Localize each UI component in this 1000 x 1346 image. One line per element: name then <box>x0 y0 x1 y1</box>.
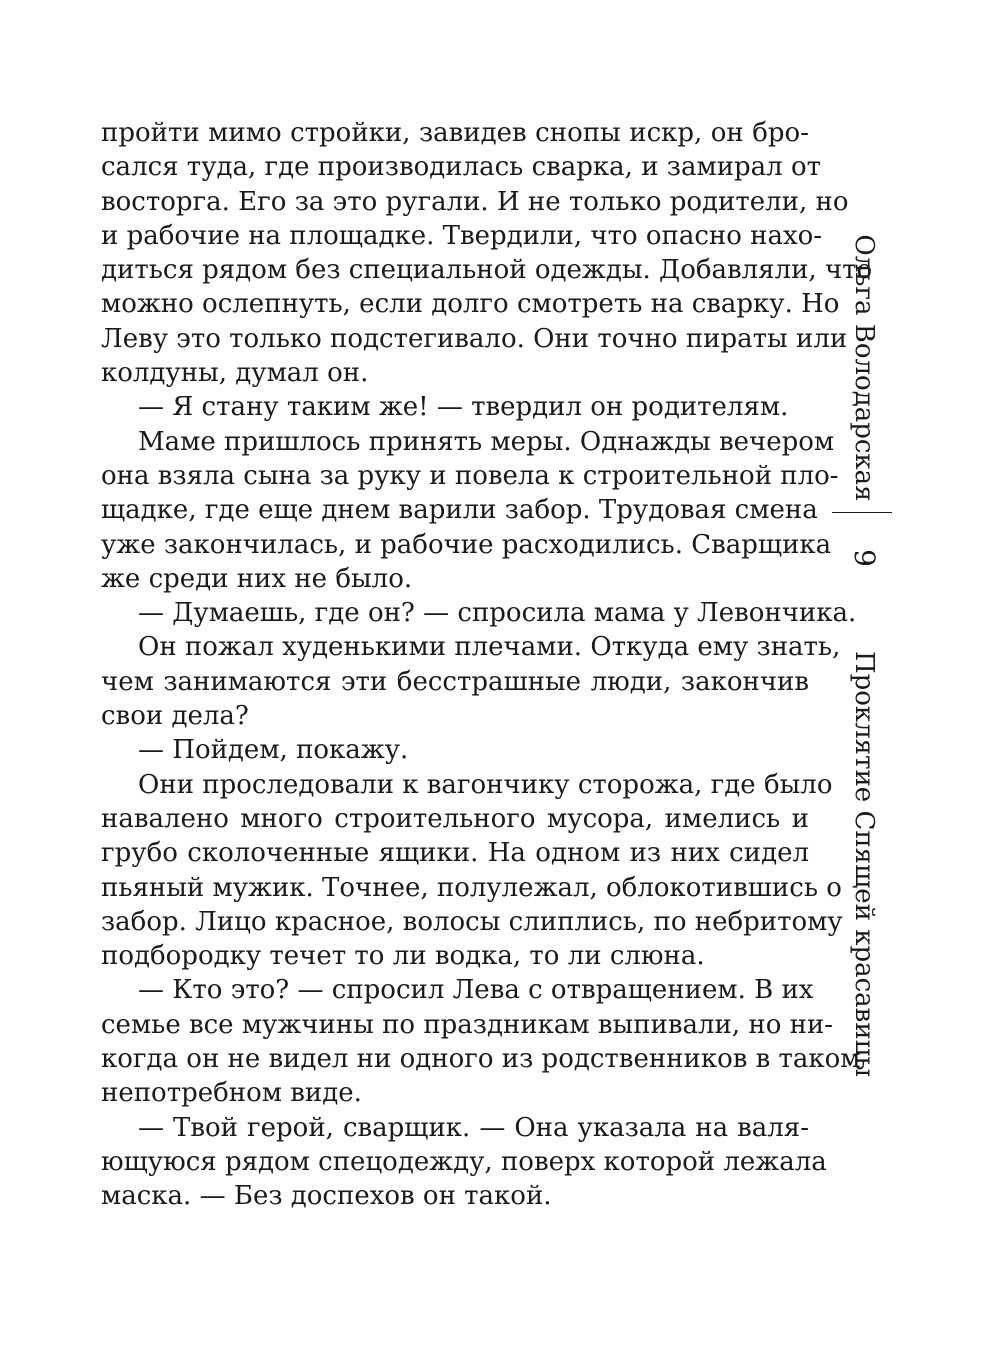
text-line: колдуны, думал он. <box>101 358 369 389</box>
text-line: свои дела? <box>101 701 249 732</box>
text-line: уже закончилась, и рабочие расходились. Сварщика <box>101 529 832 560</box>
running-head-author: Ольга Володарская <box>849 234 879 502</box>
text-line: семье все мужчины по праздникам выпивали, но ни- <box>101 1009 834 1040</box>
text-line: щадке, где еще днем варили забор. Трудовая смена <box>101 495 818 526</box>
text-line: маска. — Без доспехов он такой. <box>101 1181 552 1212</box>
text-line: же среди них не было. <box>101 563 413 594</box>
text-line: когда он не видел ни одного из родственников в таком <box>101 1044 861 1075</box>
text-line: — Кто это? — спросил Лева с отвращением. В их <box>138 975 814 1006</box>
text-line: она взяла сына за руку и повела к строительной пло- <box>101 460 839 491</box>
text-line: диться рядом без специальной одежды. Добавляли, что <box>101 255 873 286</box>
text-line: и рабочие на площадке. Твердили, что опасно нахо- <box>101 220 823 251</box>
text-line: подбородку течет то ли водка, то ли слюна. <box>101 941 705 972</box>
text-line: восторга. Его за это ругали. И не только родители, но <box>101 186 849 217</box>
text-line: забор. Лицо красное, волосы слиплись, по небритому <box>101 906 843 937</box>
text-line: Они проследовали к вагончику сторожа, где было <box>138 769 833 800</box>
text-line: можно ослепнуть, если долго смотреть на сварку. Но <box>101 289 840 320</box>
text-line: — Пойдем, покажу. <box>138 735 409 766</box>
text-line: грубо сколоченные ящики. На одном из них сидел <box>101 838 809 869</box>
text-line: Леву это только подстегивало. Они точно пираты или <box>101 323 848 354</box>
text-line: чем занимаются эти бесстрашные люди, закончив <box>101 666 809 697</box>
page-number: 9 <box>848 549 881 567</box>
text-line: пройти мимо стройки, завидев снопы искр, он бро- <box>101 118 809 148</box>
running-head-book-title: Проклятие Спящей красавицы <box>849 650 879 1078</box>
running-head-divider <box>832 512 892 513</box>
text-line: Маме пришлось принять меры. Однажды вечером <box>138 426 835 457</box>
text-line: навалено много строительного мусора, имелись и <box>101 803 809 834</box>
text-line: пьяный мужик. Точнее, полулежал, облокотившись о <box>101 872 842 903</box>
text-line: — Твой герой, сварщик. — Она указала на валя- <box>138 1112 809 1143</box>
text-line: Он пожал худенькими плечами. Откуда ему знать, <box>138 632 841 663</box>
text-line: непотребном виде. <box>101 1078 362 1109</box>
text-line: — Я стану таким же! — твердил он родителям. <box>138 392 789 423</box>
text-line: ющуюся рядом спецодежду, поверх которой лежала <box>101 1146 827 1177</box>
text-line: — Думаешь, где он? — спросила мама у Левончика. <box>138 598 857 629</box>
text-line: сался туда, где производилась сварка, и замирал от <box>101 152 821 183</box>
